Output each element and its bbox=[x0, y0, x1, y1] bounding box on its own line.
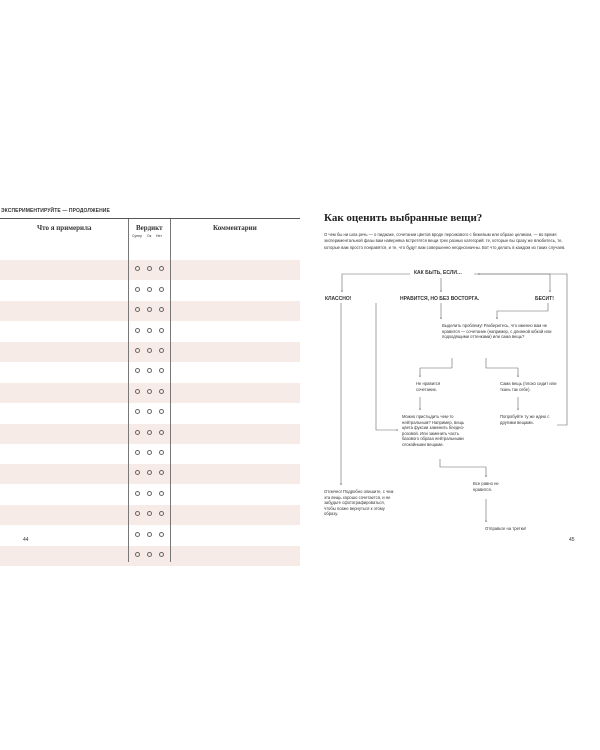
flow-neutral: Можно пристыдить чем-то нейтральным? Например, вещь цвета фуксии заменить бледно-розовой. Или заменить часть базового образа нейтральными спокойными вещами. bbox=[402, 414, 465, 447]
verdict-option-ok: Ок bbox=[147, 234, 152, 238]
page-number-right: 45 bbox=[569, 537, 575, 543]
flow-combo: Не нравится сочетание. bbox=[416, 381, 441, 392]
flow-trash: Отправьте на третки! bbox=[485, 526, 527, 531]
flow-option-great: КЛАССНО! bbox=[325, 296, 352, 302]
flow-start: КАК БЫТЬ, ЕСЛИ… bbox=[414, 270, 462, 276]
flow-item: Сама вещь (плохо сидит или ткань так себе). bbox=[500, 381, 557, 392]
flow-analyze: Выделить проблему! Разберитесь, что именно вам не нравится — сочетание (например, с длинной юбкой или подходящими оттенками) или сама вещь? bbox=[442, 323, 552, 340]
arrow-hate-analyze bbox=[497, 303, 548, 319]
arrow-meh-neutral bbox=[376, 303, 398, 430]
arrow-neutral-still bbox=[440, 459, 486, 477]
flow-option-meh: НРАВИТСЯ, НО БЕЗ ВОСТОРГА. bbox=[400, 296, 480, 302]
intro-paragraph: О чем бы ни шла речь — о пиджаке, сочетании цветов вроде персикового с бежевым или образе целиком, — во время экспериментальной фазы вам наверняка встретятся вещи трех разных категорий: те, которые вы сразу же влюбитесь, те, которые вам просто понравятся, и те, что будут вам совершенно неоднозначны. Вот что делать в каждом из таких случаев. bbox=[324, 232, 566, 250]
flow-retry: Попробуйте ту же идею с другими вещами. bbox=[500, 414, 550, 425]
column-header-comments: Комментарии bbox=[213, 224, 257, 232]
arrow-analyze-combo bbox=[420, 358, 452, 377]
column-header-verdict: Вердикт bbox=[136, 224, 163, 232]
arrow-start-hate bbox=[474, 274, 550, 292]
flow-option-hate: БЕСИТ! bbox=[535, 296, 554, 302]
arrow-start-great bbox=[342, 274, 410, 292]
page-title: Как оценить выбранные вещи? bbox=[324, 212, 483, 224]
verdict-option-no: Нет bbox=[156, 234, 162, 238]
column-header-what: Что я примерила bbox=[37, 224, 92, 232]
flow-great-tip: Отлично! Подробно опишите, с чем эта вещь хорошо сочетается, и не забудьте сфотографироваться, чтобы позже вернуться к этому образу. bbox=[324, 489, 394, 517]
section-label: ЭКСПЕРИМЕНТИРУЙТЕ — ПРОДОЛЖЕНИЕ bbox=[1, 208, 110, 214]
page-number-left: 44 bbox=[23, 537, 29, 543]
flow-still: Все равно не нравится. bbox=[473, 481, 499, 492]
arrow-retry-back bbox=[478, 274, 567, 425]
arrow-analyze-item bbox=[486, 358, 518, 377]
verdict-option-super: Супер bbox=[132, 234, 143, 238]
